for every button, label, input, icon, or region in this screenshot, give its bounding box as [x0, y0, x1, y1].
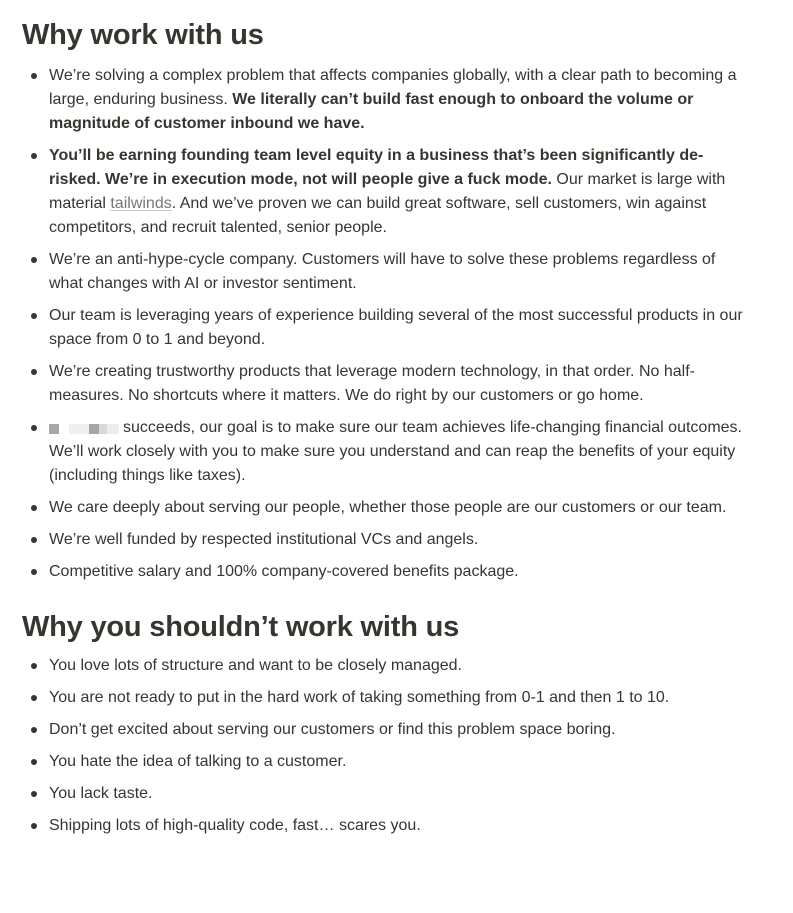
- item-text: You hate the idea of talking to a customer.: [49, 753, 347, 770]
- list-item: [22, 496, 749, 520]
- item-text: . And we’ve proven we can build great software, sell customers, win against competitors, and recruit talented, senior people.: [49, 195, 707, 236]
- bullet-icon: [31, 663, 37, 669]
- reasons-list: [22, 64, 793, 584]
- item-text: We’re solving a complex problem that affects companies globally, with a clear path to becoming a large, enduring business.: [49, 67, 737, 108]
- section-heading: Why you shouldn’t work with us: [22, 611, 460, 643]
- list-item: [22, 64, 749, 136]
- bullet-icon: [31, 425, 37, 431]
- why-work-with-us-section: [22, 16, 793, 584]
- anti-reasons-list: [22, 654, 793, 838]
- list-item: [22, 750, 749, 774]
- bullet-icon: [31, 537, 37, 543]
- redacted-company-name: [49, 417, 119, 430]
- item-text: Our team is leveraging years of experience building several of the most successful products in our space from 0 to 1 and beyond.: [49, 307, 743, 348]
- bullet-icon: [31, 153, 37, 159]
- list-item: [22, 654, 749, 678]
- bullet-icon: [31, 313, 37, 319]
- item-text: Don’t get excited about serving our customers or find this problem space boring.: [49, 721, 616, 738]
- item-text: You love lots of structure and want to be closely managed.: [49, 657, 462, 674]
- item-text: We’re an anti-hype-cycle company. Customers will have to solve these problems regardless of what changes with AI or investor sentiment.: [49, 251, 716, 292]
- item-text: You lack taste.: [49, 785, 153, 802]
- list-item: [22, 360, 749, 408]
- list-item: [22, 718, 749, 742]
- bullet-icon: [31, 73, 37, 79]
- bullet-icon: [31, 759, 37, 765]
- list-item: [22, 686, 749, 710]
- list-item: [22, 416, 749, 488]
- list-item: [22, 144, 749, 240]
- tailwinds-link[interactable]: tailwinds: [110, 195, 172, 212]
- why-not-work-with-us-section: [22, 608, 793, 838]
- bullet-icon: [31, 369, 37, 375]
- list-item: [22, 528, 749, 552]
- item-text: We care deeply about serving our people, whether those people are our customers or our team.: [49, 499, 727, 516]
- list-item: [22, 782, 749, 806]
- bullet-icon: [31, 695, 37, 701]
- item-text: Shipping lots of high-quality code, fast… scares you.: [49, 817, 421, 834]
- bullet-icon: [31, 257, 37, 263]
- item-text: Our market is large with material: [49, 171, 726, 212]
- list-item: [22, 560, 749, 584]
- item-text: succeeds, our goal is to make sure our team achieves life-changing financial outcomes. We’ll work closely with you to make sure you understand and can reap the benefits of your equity (including things like taxes).: [49, 419, 742, 484]
- section-heading: Why work with us: [22, 19, 264, 51]
- item-bold-text: We literally can’t build fast enough to onboard the volume or magnitude of customer inbound we have.: [49, 91, 694, 132]
- item-text: We’re well funded by respected institutional VCs and angels.: [49, 531, 479, 548]
- item-bold-text: You’ll be earning founding team level equity in a business that’s been significantly de-risked. We’re in execution mode, not will people give a fuck mode.: [49, 147, 704, 188]
- list-item: [22, 304, 749, 352]
- list-item: [22, 814, 749, 838]
- bullet-icon: [31, 505, 37, 511]
- bullet-icon: [31, 727, 37, 733]
- bullet-icon: [31, 791, 37, 797]
- list-item: [22, 248, 749, 296]
- item-text: We’re creating trustworthy products that leverage modern technology, in that order. No half-measures. No shortcuts where it matters. We do right by our customers or go home.: [49, 363, 695, 404]
- item-text: You are not ready to put in the hard work of taking something from 0-1 and then 1 to 10.: [49, 689, 670, 706]
- bullet-icon: [31, 569, 37, 575]
- item-text: Competitive salary and 100% company-covered benefits package.: [49, 563, 519, 580]
- bullet-icon: [31, 823, 37, 829]
